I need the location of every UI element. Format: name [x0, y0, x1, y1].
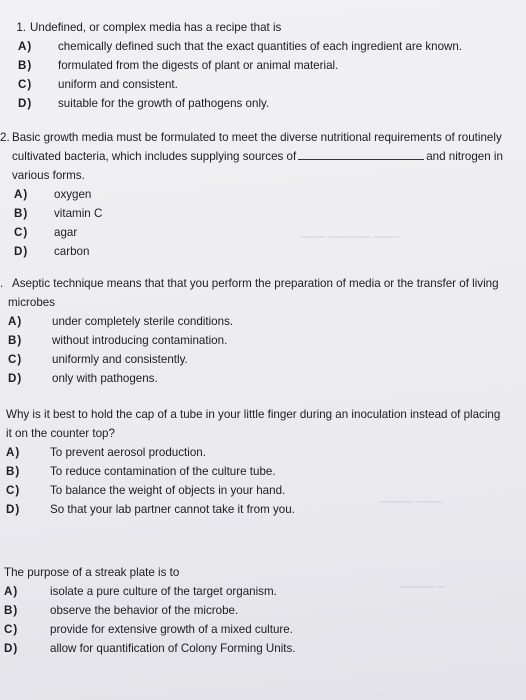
fill-in-blank: [298, 149, 424, 160]
option-letter: C): [18, 78, 33, 91]
question-stem-continued: [0, 424, 500, 443]
option-letter: B): [8, 334, 23, 347]
option-text: uniformly and consistently.: [52, 353, 188, 366]
question-3: [0, 274, 499, 388]
answer-option-c[interactable]: [18, 75, 462, 94]
answer-option-a[interactable]: [18, 37, 462, 56]
question-number: 2.: [0, 131, 10, 144]
question-text: Undefined, or complex media has a recipe that is: [30, 21, 282, 34]
option-text: So that your lab partner cannot take it from you.: [50, 503, 295, 516]
question-stem: [0, 563, 296, 582]
question-2: [0, 128, 503, 261]
option-letter: C): [4, 623, 19, 636]
question-stem-continued: [0, 293, 499, 312]
option-text: without introducing contamination.: [52, 334, 228, 347]
option-text: suitable for the growth of pathogens only.: [58, 97, 270, 110]
question-text: microbes: [8, 296, 56, 309]
option-letter: D): [14, 245, 29, 258]
question-number: .: [0, 277, 4, 290]
question-1: [0, 18, 462, 113]
answer-option-c[interactable]: [8, 350, 499, 369]
question-stem: [0, 405, 500, 424]
option-text: vitamin C: [54, 207, 103, 220]
option-text: observe the behavior of the microbe.: [50, 604, 239, 617]
option-text: provide for extensive growth of a mixed culture.: [50, 623, 293, 636]
option-letter: A): [6, 446, 21, 459]
answer-option-a[interactable]: [8, 312, 499, 331]
option-letter: A): [18, 40, 33, 53]
question-4: [0, 405, 500, 519]
answer-option-a[interactable]: [14, 185, 503, 204]
answer-option-c[interactable]: [14, 223, 503, 242]
option-letter: A): [14, 188, 29, 201]
answer-option-d[interactable]: [18, 94, 462, 113]
option-letter: D): [6, 503, 21, 516]
question-stem: [0, 274, 499, 293]
option-text: carbon: [54, 245, 90, 258]
question-text: The purpose of a streak plate is to: [4, 566, 180, 579]
answer-option-c[interactable]: [6, 481, 500, 500]
answer-option-b[interactable]: [14, 204, 503, 223]
option-letter: B): [14, 207, 29, 220]
question-text: Why is it best to hold the cap of a tube in your little finger during an inoculation instead of placing: [6, 408, 501, 421]
option-letter: D): [18, 97, 33, 110]
option-text: To prevent aerosol production.: [50, 446, 206, 459]
show-through-mark: ▁▁▁ ▁▁▁▁▁ ▁▁▁: [300, 226, 400, 238]
option-text: only with pathogens.: [52, 372, 158, 385]
question-stem: [0, 128, 503, 147]
answer-option-a[interactable]: [4, 582, 296, 601]
option-text: allow for quantification of Colony Forming Units.: [50, 642, 296, 655]
answer-option-b[interactable]: [8, 331, 499, 350]
option-text: isolate a pure culture of the target organism.: [50, 585, 277, 598]
option-letter: C): [8, 353, 23, 366]
answer-option-d[interactable]: [4, 639, 296, 658]
question-text: Aseptic technique means that that you perform the preparation of media or the transfer of living: [12, 277, 499, 290]
question-stem-continued: [0, 147, 503, 166]
show-through-mark: ▁▁▁▁ ▁▁▁: [380, 491, 443, 503]
option-text: under completely sterile conditions.: [52, 315, 234, 328]
option-text: To reduce contamination of the culture tube.: [50, 465, 276, 478]
option-text: formulated from the digests of plant or animal material.: [58, 59, 339, 72]
answer-option-a[interactable]: [6, 443, 500, 462]
answer-option-b[interactable]: [4, 601, 296, 620]
option-text: agar: [54, 226, 78, 239]
question-number: 1.: [16, 21, 26, 34]
answer-option-b[interactable]: [18, 56, 462, 75]
answer-option-d[interactable]: [8, 369, 499, 388]
question-text: and nitrogen in: [426, 150, 503, 163]
option-text: To balance the weight of objects in your hand.: [50, 484, 286, 497]
question-stem-continued: [0, 166, 503, 185]
option-letter: D): [4, 642, 19, 655]
show-through-mark: ▁▁▁▁ ▁: [400, 576, 446, 588]
answer-option-b[interactable]: [6, 462, 500, 481]
answer-option-d[interactable]: [6, 500, 500, 519]
question-stem: [0, 18, 462, 37]
option-letter: C): [6, 484, 21, 497]
question-5: [0, 563, 296, 658]
question-text: Basic growth media must be formulated to meet the diverse nutritional requirements of routinely: [12, 131, 502, 144]
answer-option-d[interactable]: [14, 242, 503, 261]
question-text: cultivated bacteria, which includes supplying sources of: [12, 150, 297, 163]
option-letter: A): [8, 315, 23, 328]
option-letter: B): [18, 59, 33, 72]
option-letter: C): [14, 226, 29, 239]
option-letter: A): [4, 585, 19, 598]
answer-option-c[interactable]: [4, 620, 296, 639]
option-text: uniform and consistent.: [58, 78, 178, 91]
question-text: it on the counter top?: [6, 427, 115, 440]
option-letter: B): [4, 604, 19, 617]
option-letter: B): [6, 465, 21, 478]
option-text: chemically defined such that the exact quantities of each ingredient are known.: [58, 40, 463, 53]
question-text: various forms.: [12, 169, 85, 182]
option-text: oxygen: [54, 188, 92, 201]
option-letter: D): [8, 372, 23, 385]
